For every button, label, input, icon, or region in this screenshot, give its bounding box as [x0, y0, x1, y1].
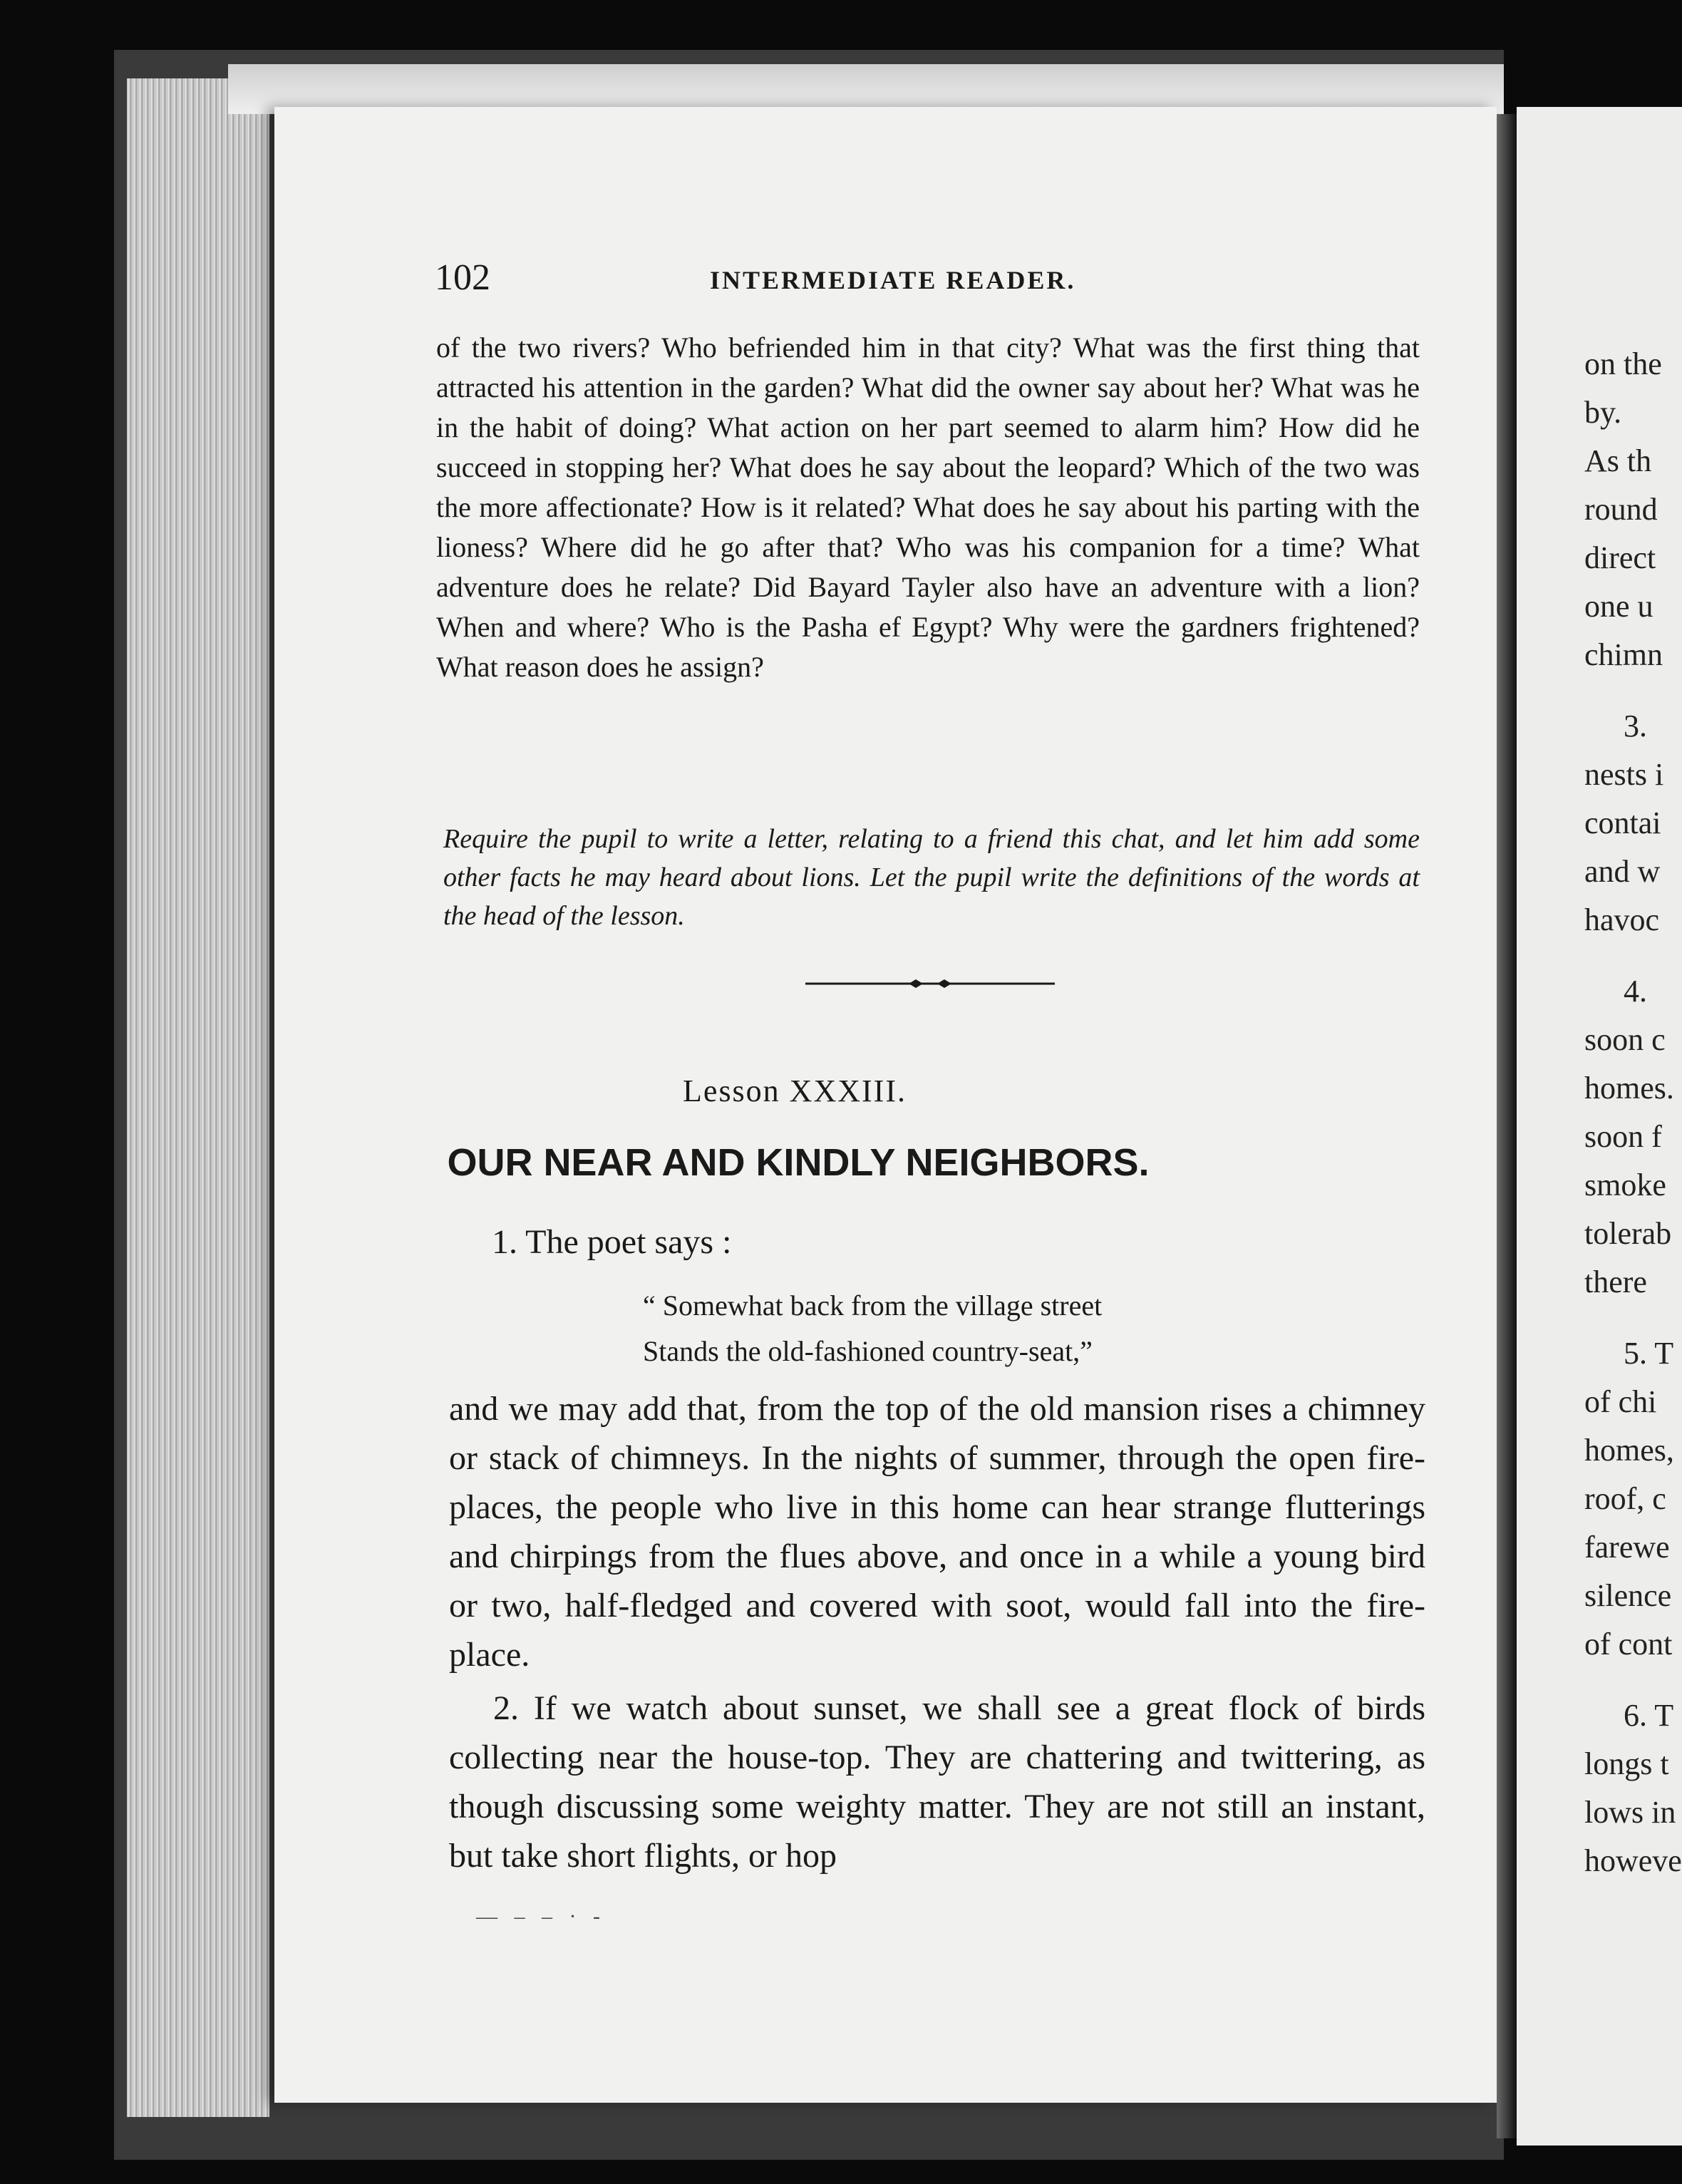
- paragraph-body: and we may add that, from the top of the old mansion rises a chimney or stack of chimneys. In the nights of summer, through the open fire-places, the people who live in this home can hear strange flutterings and chirpings from the flues above, and once in a while a young bird or two, half-fledged and covered with soot, would fall into the fire-place.: [449, 1390, 1425, 1674]
- adjacent-page-fragment: roof, c: [1584, 1481, 1666, 1516]
- adjacent-page-fragment: soon f: [1584, 1119, 1662, 1154]
- poem-quote: [643, 1283, 1102, 1374]
- adjacent-page-fragment: silence: [1584, 1578, 1672, 1613]
- adjacent-page: [1517, 107, 1682, 2146]
- adjacent-page-fragment: 6. T: [1624, 1698, 1674, 1733]
- adjacent-page-fragment: of cont: [1584, 1627, 1673, 1662]
- adjacent-page-fragment: longs t: [1584, 1746, 1669, 1781]
- adjacent-page-fragment: smoke: [1584, 1168, 1666, 1202]
- page-header: [435, 257, 1433, 307]
- adjacent-page-fragment: farewe: [1584, 1530, 1670, 1565]
- adjacent-page-fragment: by.: [1584, 395, 1622, 430]
- adjacent-page-fragment: 4.: [1624, 974, 1647, 1009]
- section-divider: [805, 977, 1055, 991]
- poem-line: “ Somewhat back from the village street: [643, 1289, 1103, 1322]
- adjacent-page-fragment: lows in: [1584, 1795, 1676, 1830]
- adjacent-page-fragment: nests i: [1584, 757, 1664, 792]
- running-head: INTERMEDIATE READER.: [710, 266, 1076, 294]
- adjacent-page-fragment: tolerab: [1584, 1216, 1672, 1251]
- adjacent-page-fragment: homes.: [1584, 1071, 1674, 1106]
- adjacent-page-fragment: round: [1584, 492, 1658, 527]
- adjacent-page-fragment: contai: [1584, 805, 1661, 840]
- adjacent-page-fragment: 5. T: [1624, 1336, 1674, 1371]
- adjacent-page-fragment: As th: [1584, 443, 1652, 478]
- adjacent-page-fragment: of chi: [1584, 1384, 1657, 1419]
- paragraph-lead: 1. The poet says :: [492, 1223, 732, 1261]
- page-number: 102: [435, 257, 490, 298]
- book-gutter: [1497, 114, 1517, 2138]
- adjacent-page-fragment: chimn: [1584, 637, 1663, 672]
- adjacent-page-fragment: one u: [1584, 589, 1653, 624]
- adjacent-page-fragment: howeve: [1584, 1843, 1682, 1878]
- adjacent-page-fragment: 3.: [1624, 709, 1647, 743]
- adjacent-page-fragment: havoc: [1584, 902, 1660, 937]
- adjacent-page-fragment: and w: [1584, 854, 1661, 889]
- paragraph-2: 2. If we watch about sunset, we shall see a great flock of birds collecting near the house-top. They are chattering and twittering, as though discussing some weighty matter. They are not still an instant, but take short flights, or hop: [449, 1689, 1425, 1875]
- review-questions: of the two rivers? Who befriended him in that city? What was the first thing that attracted his attention in the garden? What did the owner say about her? What was he in the habit of doing? What action on her part seemed to alarm him? How did he succeed in stopping her? What does he say about the leopard? Which of the two was the more affectionate? How is it related? What does he say about his parting with the lioness? Where did he go after that? Who was his companion for a time? What adventure does he relate? Did Bayard Tayler also have an adventure with a lion? When and where? Who is the Pasha ef Egypt? Why were the gardners frightened? What reason does he assign?: [436, 331, 1420, 683]
- adjacent-page-fragment: homes,: [1584, 1433, 1674, 1468]
- lesson-number: Lesson XXXIII.: [683, 1073, 907, 1108]
- adjacent-page-fragment: soon c: [1584, 1022, 1666, 1057]
- adjacent-page-fragment: direct: [1584, 540, 1656, 575]
- adjacent-page-fragment: on the: [1584, 346, 1662, 381]
- poem-line: Stands the old-fashioned country-seat,”: [643, 1335, 1093, 1367]
- teacher-instructions: Require the pupil to write a letter, relating to a friend this chat, and let him add some other facts he may heard about lions. Let the pupil write the definitions of the words at the head of the lesson.: [443, 824, 1420, 931]
- adjacent-page-fragment: there: [1584, 1264, 1647, 1299]
- page-bottom-mark: — – – · -: [476, 1905, 606, 1928]
- lesson-title: OUR NEAR AND KINDLY NEIGHBORS.: [447, 1141, 1150, 1184]
